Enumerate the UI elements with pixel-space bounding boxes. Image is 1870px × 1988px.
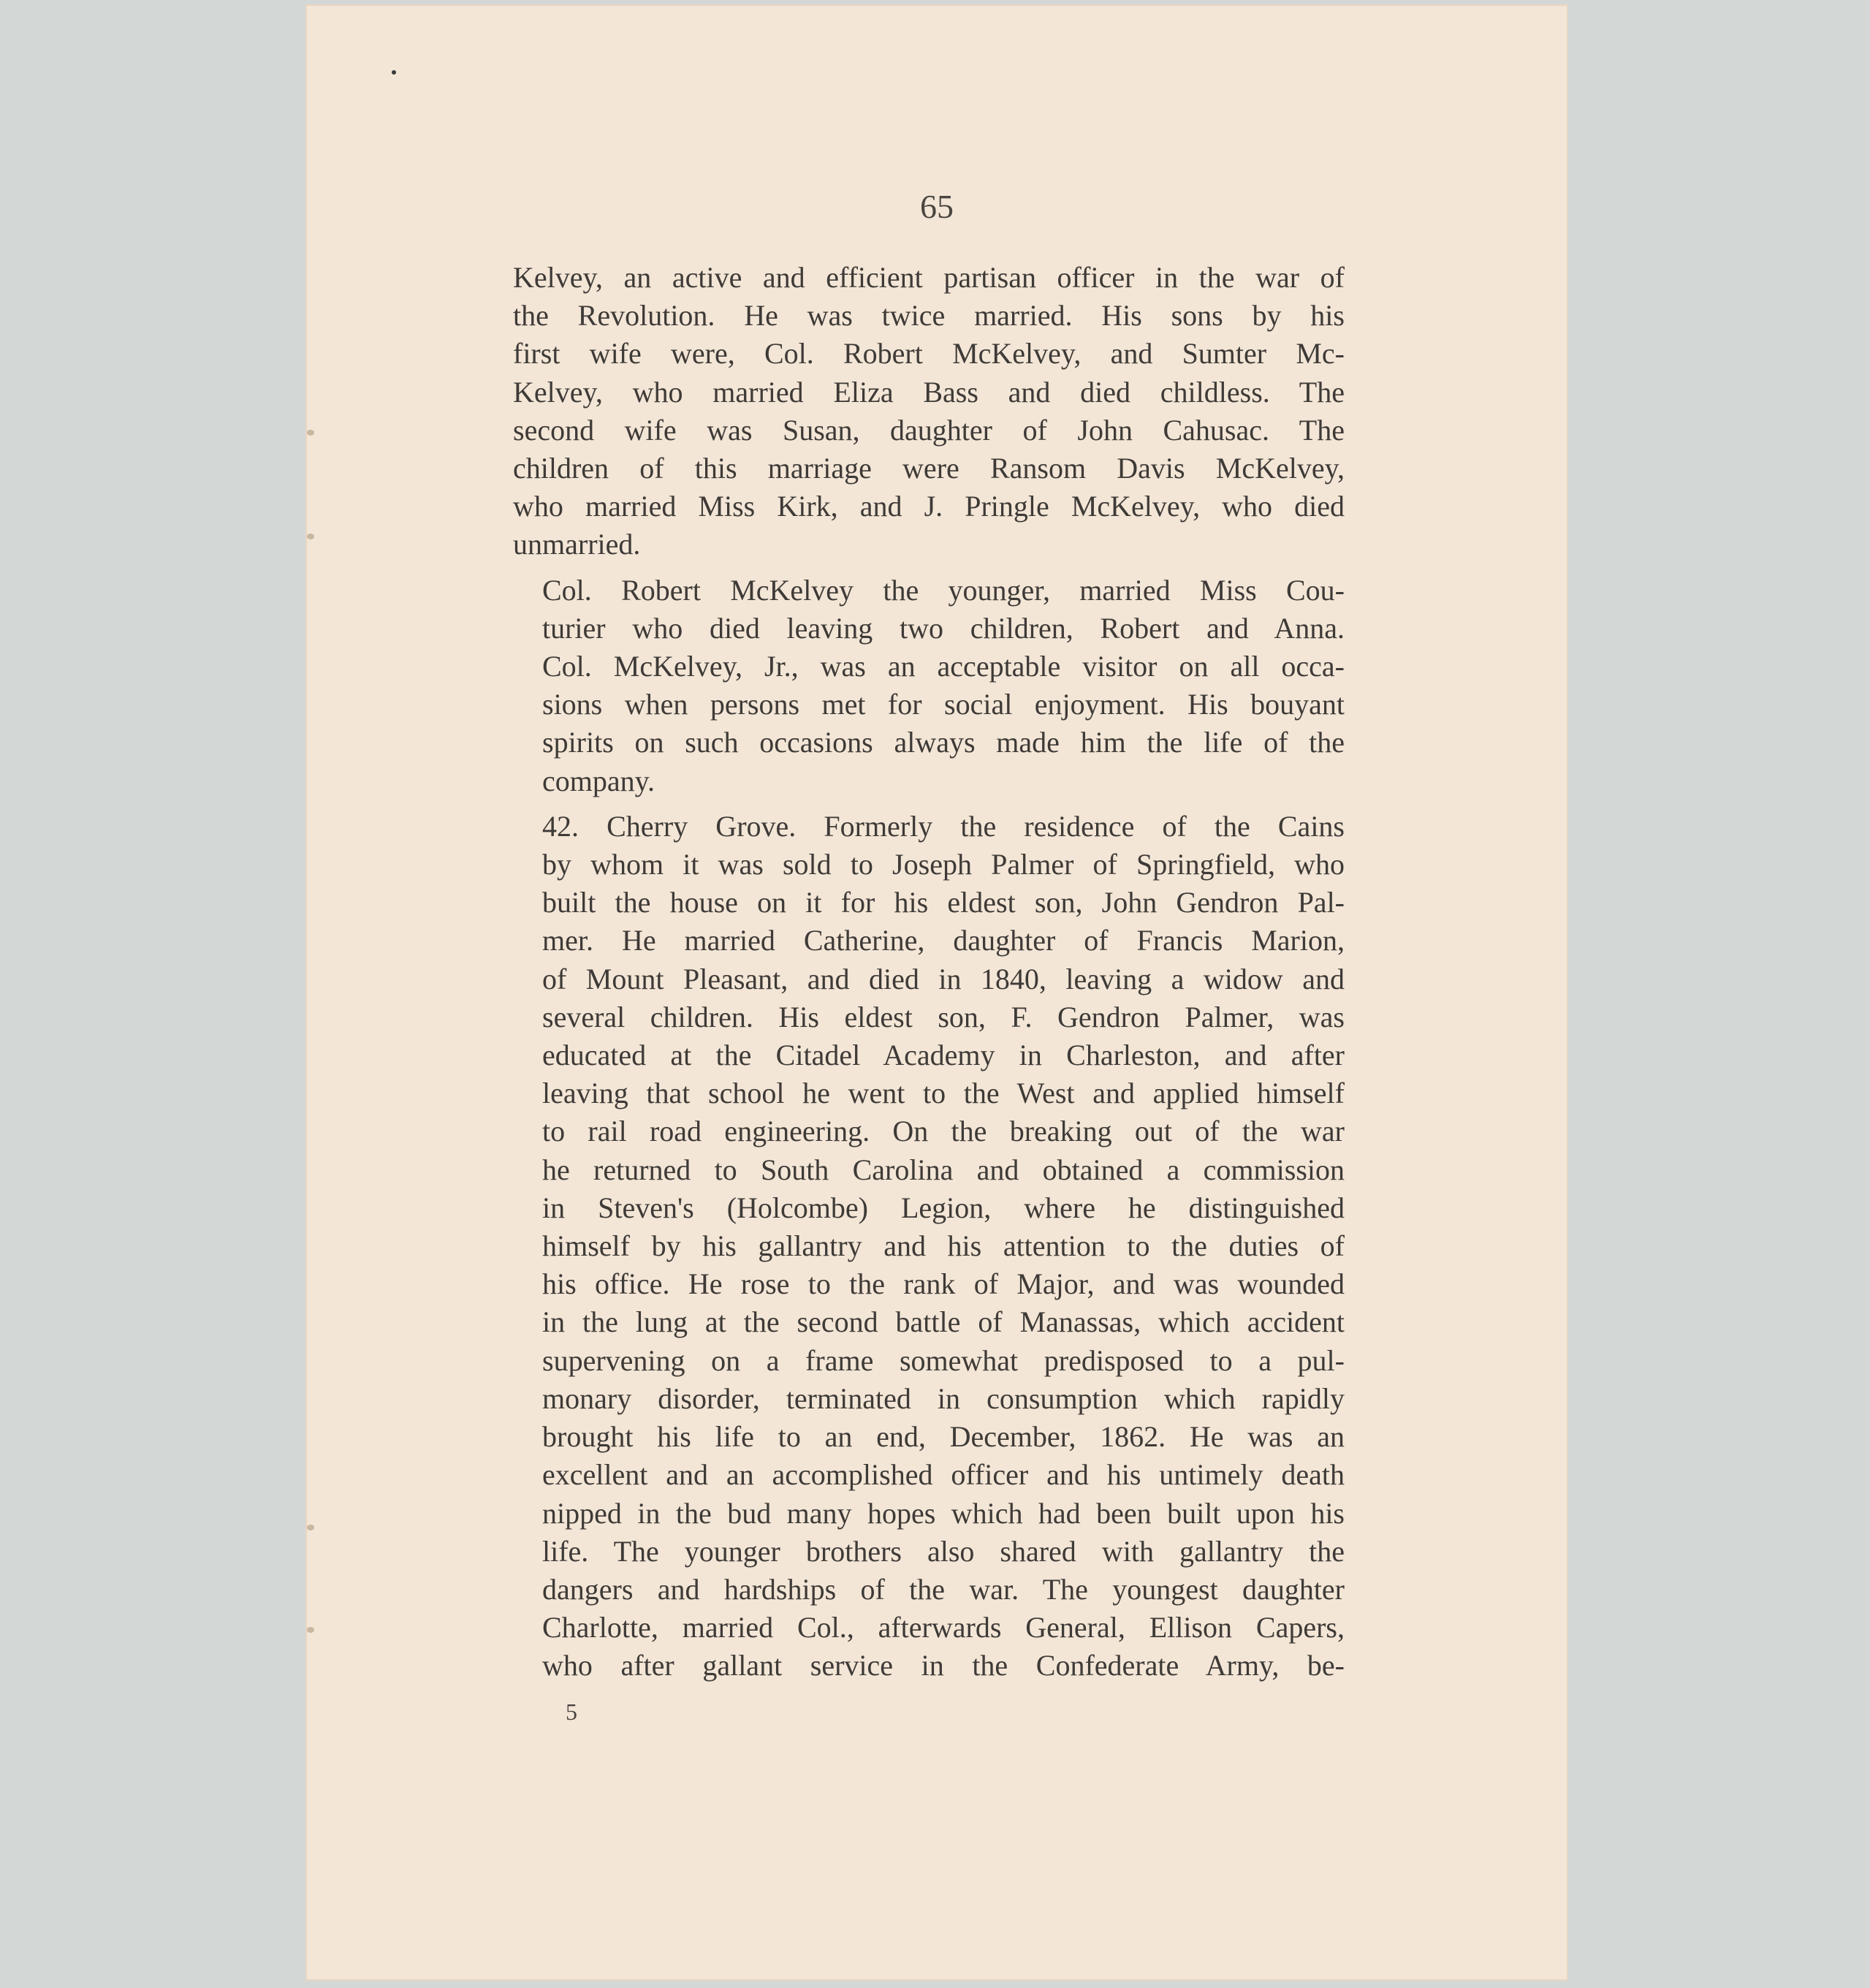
signature-mark: 5: [566, 1699, 577, 1725]
text-line: by whom it was sold to Joseph Palmer of Springfield, who: [542, 848, 1345, 881]
text-line: excellent and an accomplished officer and his untimely death: [542, 1458, 1345, 1492]
binding-hole: [307, 1627, 314, 1633]
text-line: he returned to South Carolina and obtained a commission: [542, 1153, 1345, 1186]
text-line: himself by his gallantry and his attention to the duties of: [542, 1229, 1345, 1263]
text-line: several children. His eldest son, F. Gendron Palmer, was: [542, 1000, 1345, 1033]
text-line: company.: [542, 764, 655, 797]
text-line: second wife was Susan, daughter of John Cahusac. The: [513, 413, 1345, 447]
text-line: in the lung at the second battle of Manassas, which accident: [542, 1305, 1345, 1339]
text-line: Charlotte, married Col., afterwards General, Ellison Capers,: [542, 1611, 1345, 1644]
text-line: who after gallant service in the Confederate Army, be-: [542, 1649, 1345, 1682]
text-line: built the house on it for his eldest son, John Gendron Pal-: [542, 886, 1345, 919]
text-line: who married Miss Kirk, and J. Pringle McKelvey, who died: [513, 490, 1345, 523]
binding-hole: [307, 1525, 314, 1530]
binding-hole: [307, 534, 314, 539]
text-line: leaving that school he went to the West and applied himself: [542, 1077, 1345, 1110]
text-line: dangers and hardships of the war. The youngest daughter: [542, 1572, 1345, 1606]
text-line: nipped in the bud many hopes which had been built upon his: [542, 1496, 1345, 1530]
text-line: first wife were, Col. Robert McKelvey, and Sumter Mc-: [513, 337, 1345, 371]
text-line: of Mount Pleasant, and died in 1840, leaving a widow and: [542, 962, 1345, 995]
text-line: Col. Robert McKelvey the younger, married Miss Cou-: [542, 573, 1345, 607]
text-line: Kelvey, who married Eliza Bass and died childless. The: [513, 375, 1345, 409]
text-line: mer. He married Catherine, daughter of Francis Marion,: [542, 924, 1345, 957]
dust-speck: [392, 70, 396, 75]
text-line: 42. Cherry Grove. Formerly the residence of the Cains: [542, 809, 1345, 843]
paragraph-2: [513, 572, 1345, 800]
text-line: the Revolution. He was twice married. His sons by his: [513, 299, 1345, 333]
book-page: [305, 4, 1568, 1981]
text-line: supervening on a frame somewhat predisposed to a pul-: [542, 1343, 1345, 1377]
text-line: unmarried.: [513, 528, 641, 561]
text-line: children of this marriage were Ransom Davis McKelvey,: [513, 452, 1345, 485]
text-line: in Steven's (Holcombe) Legion, where he distinguished: [542, 1191, 1345, 1224]
paragraph-3: [513, 808, 1345, 1685]
text-line: sions when persons met for social enjoyment. His bouyant: [542, 688, 1345, 721]
binding-hole: [307, 430, 314, 436]
text-line: spirits on such occasions always made him the life of the: [542, 726, 1345, 759]
text-line: Col. McKelvey, Jr., was an acceptable visitor on all occa-: [542, 650, 1345, 683]
page-number: 65: [920, 188, 954, 225]
text-line: turier who died leaving two children, Robert and Anna.: [542, 611, 1345, 645]
text-line: monary disorder, terminated in consumption which rapidly: [542, 1381, 1345, 1415]
paragraph-1: [513, 259, 1345, 564]
text-line: his office. He rose to the rank of Major, and was wounded: [542, 1267, 1345, 1301]
text-line: educated at the Citadel Academy in Charleston, and after: [542, 1039, 1345, 1072]
text-line: to rail road engineering. On the breaking out of the war: [542, 1115, 1345, 1148]
body-text: [513, 259, 1345, 1693]
text-line: life. The younger brothers also shared with gallantry the: [542, 1534, 1345, 1568]
text-line: Kelvey, an active and efficient partisan officer in the war of: [513, 261, 1345, 294]
text-line: brought his life to an end, December, 1862. He was an: [542, 1420, 1345, 1454]
